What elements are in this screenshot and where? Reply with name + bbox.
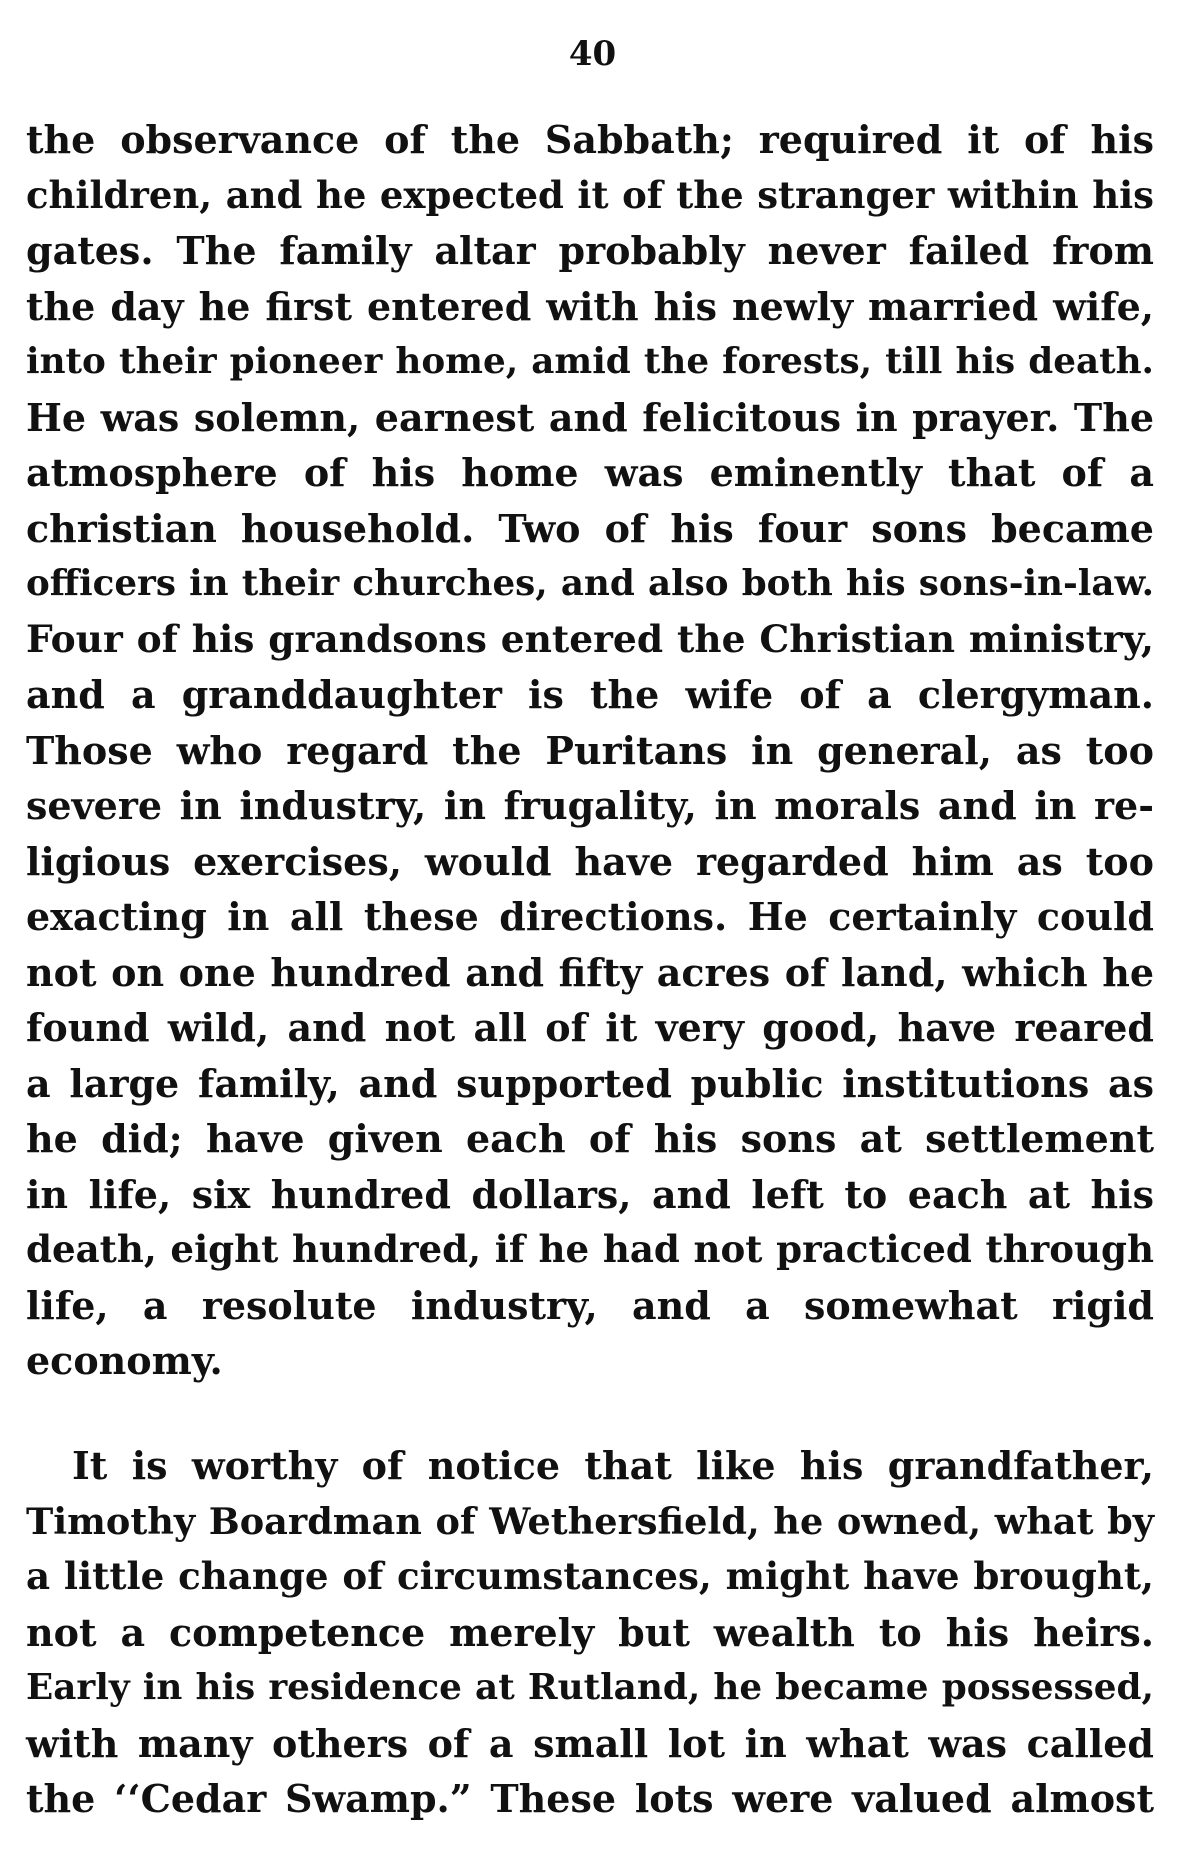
text-line: a large family, and supported public institutions as	[26, 1060, 1154, 1106]
text-line: life, a resolute industry, and a somewhat rigid	[26, 1282, 1154, 1328]
text-line: Four of his grandsons entered the Christian ministry,	[26, 616, 1154, 661]
text-line: atmosphere of his home was eminently that of a	[26, 450, 1154, 495]
text-line: officers in their churches, and also both his sons-in-law.	[26, 562, 1154, 604]
paragraph-1	[26, 112, 1154, 1389]
text-line: economy.	[26, 1338, 223, 1383]
text-line: gates. The family altar probably never failed from	[26, 228, 1154, 273]
text-line: children, and he expected it of the stranger within his	[26, 172, 1154, 217]
text-line: christian household. Two of his four sons became	[26, 505, 1154, 551]
paragraph-2	[26, 1438, 1154, 1827]
text-line: a little change of circumstances, might have brought,	[26, 1554, 1154, 1598]
text-line: not a competence merely but wealth to his heirs.	[26, 1609, 1154, 1655]
text-line: ligious exercises, would have regarded him as too	[26, 838, 1154, 884]
text-line: and a granddaughter is the wife of a clergyman.	[26, 672, 1154, 717]
text-line: the ‘‘Cedar Swamp.” These lots were valued almost	[26, 1776, 1154, 1821]
text-line: exacting in all these directions. He certainly could	[26, 894, 1154, 939]
text-line: the day he first entered with his newly married wife,	[26, 283, 1154, 329]
page-number: 40	[568, 34, 617, 74]
text-line: Those who regard the Puritans in general, as too	[26, 727, 1154, 773]
text-line: the observance of the Sabbath; required it of his	[26, 117, 1154, 162]
text-line: Early in his residence at Rutland, he became possessed,	[26, 1666, 1154, 1708]
text-line: into their pioneer home, amid the forests, till his death.	[26, 340, 1154, 382]
text-line: severe in industry, in frugality, in morals and in re-	[26, 783, 1154, 828]
text-line: with many others of a small lot in what was called	[26, 1720, 1154, 1766]
text-line: in life, six hundred dollars, and left to each at his	[26, 1171, 1154, 1217]
text-line: he did; have given each of his sons at settlement	[26, 1116, 1154, 1161]
text-line: found wild, and not all of it very good, have reared	[26, 1005, 1154, 1050]
text-line: He was solemn, earnest and felicitous in prayer. The	[26, 394, 1154, 440]
text-line: death, eight hundred, if he had not practiced through	[26, 1227, 1154, 1271]
text-line: It is worthy of notice that like his grandfather,	[72, 1443, 1154, 1488]
text-line: Timothy Boardman of Wethersfield, he owned, what by	[26, 1499, 1154, 1543]
text-line: not on one hundred and fifty acres of land, which he	[26, 949, 1154, 995]
